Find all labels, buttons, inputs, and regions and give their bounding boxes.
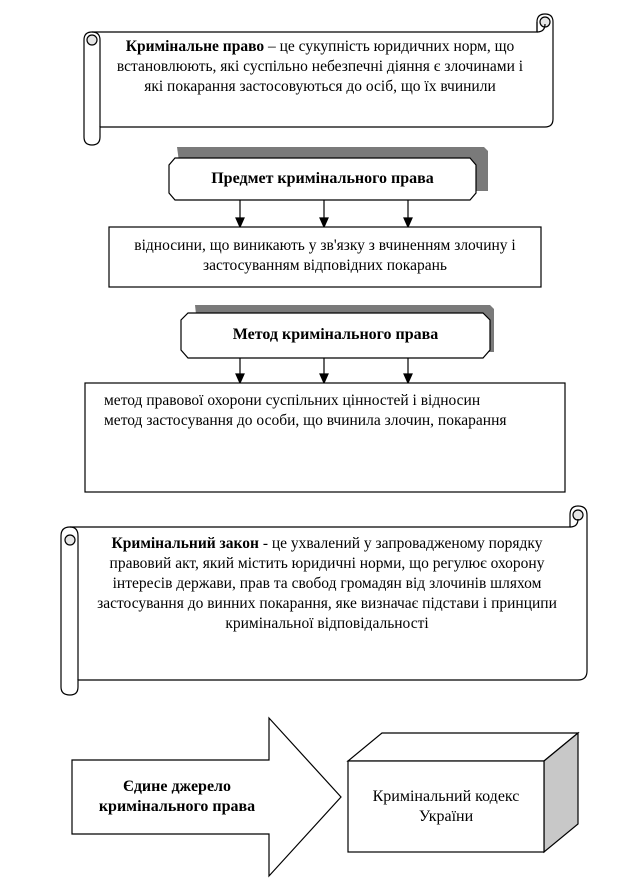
subject-arrows: [236, 200, 412, 227]
law-scroll-text: [92, 534, 562, 634]
method-item: метод застосування до особи, що вчинила злочин, покарання: [104, 412, 507, 429]
method-arrows: [236, 358, 412, 383]
subject-description: відносини, що виникають у зв'язку з вчиненням злочину і застосуванням відповідних покарань: [134, 237, 516, 274]
method-title: Метод кримінального права: [232, 326, 439, 343]
definition-scroll-text: [108, 37, 532, 97]
law-term: Кримінальний закон: [111, 535, 259, 552]
code-box-text: Кримінальний кодекс України: [372, 788, 520, 825]
method-item: метод правової охорони суспільних цінностей і відносин: [104, 392, 481, 409]
subject-title: Предмет кримінального права: [211, 170, 434, 187]
law-body: - це ухвалений у запровадженому порядку правовий акт, який містить юридичні норми, що регулює охорону інтересів держави, прав та свобод громадян від злочинів шляхом застосування до винних покарання, яке визначає підстави і принципи кримінальної відповідальності: [97, 535, 557, 632]
definition-body: – це сукупність юридичних норм, що встановлюють, які суспільно небезпечні діяння є злочинами і які покарання застосовуються до осіб, що їх вчинили: [116, 38, 524, 95]
source-arrow-text: Єдине джерело кримінального права: [98, 778, 256, 815]
definition-term: Кримінальне право: [125, 38, 265, 55]
method-list: [104, 391, 556, 431]
